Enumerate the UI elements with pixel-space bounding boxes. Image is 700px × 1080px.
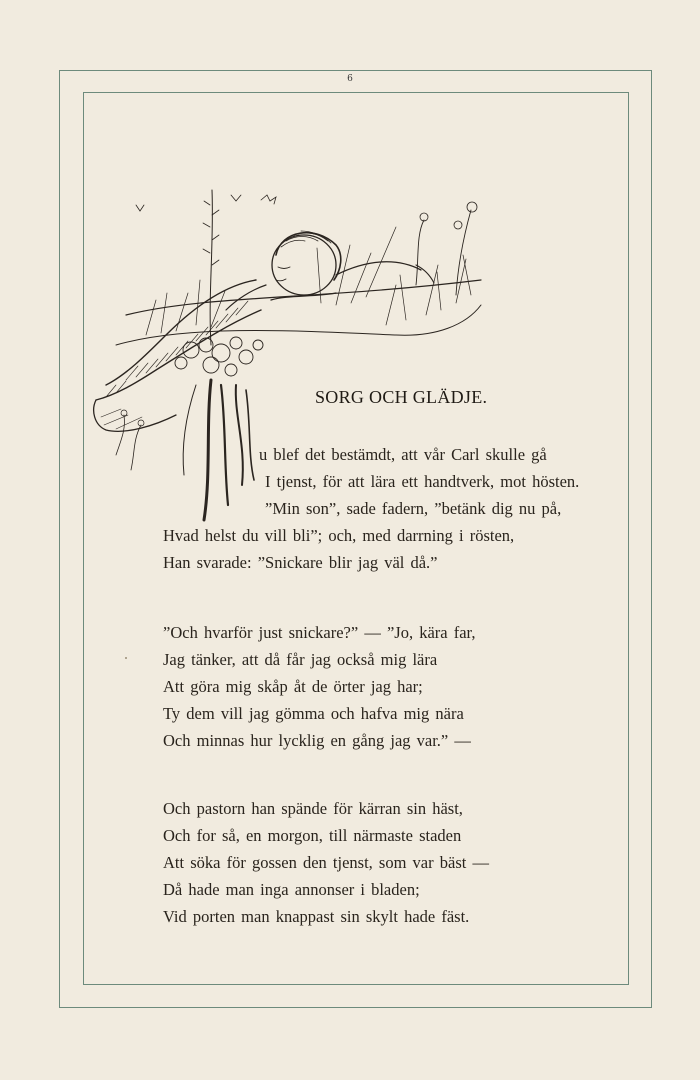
stanza-2 — [163, 619, 476, 754]
verse-line: u blef det bestämdt, att vår Carl skulle gå — [259, 445, 547, 464]
verse-line: Och for så, en morgon, till närmaste staden — [163, 826, 462, 845]
verse-line: Ty dem vill jag gömma och hafva mig nära — [163, 704, 464, 723]
verse-line: Vid porten man knappast sin skylt hade fäst. — [163, 907, 470, 926]
verse-line: Att göra mig skåp åt de örter jag har; — [163, 677, 423, 696]
verse-line: Han svarade: ”Snickare blir jag väl då.” — [163, 553, 438, 572]
verse-line: ”Min son”, sade fadern, ”betänk dig nu på, — [265, 499, 562, 518]
stanza-3 — [163, 795, 489, 930]
verse-line: Att söka för gossen den tjenst, som var bäst — — [163, 853, 489, 872]
verse-line: Jag tänker, att då får jag också mig lära — [163, 650, 438, 669]
verse-line: I tjenst, för att lära ett handtverk, mot hösten. — [265, 472, 580, 491]
verse-line: Då hade man inga annonser i bladen; — [163, 880, 420, 899]
stanza-1 — [163, 441, 579, 576]
verse-line: ”Och hvarför just snickare?” — ”Jo, kära far, — [163, 623, 476, 642]
verse-line: Hvad helst du vill bli”; och, med darrning i rösten, — [163, 526, 515, 545]
poem-title: SORG OCH GLÄDJE. — [315, 387, 488, 407]
verse-line: Och minnas hur lycklig en gång jag var.” — — [163, 731, 471, 750]
page-number: 6 — [347, 74, 353, 84]
verse-line: Och pastorn han spände för kärran sin häst, — [163, 799, 463, 818]
paper-speck — [125, 657, 127, 659]
